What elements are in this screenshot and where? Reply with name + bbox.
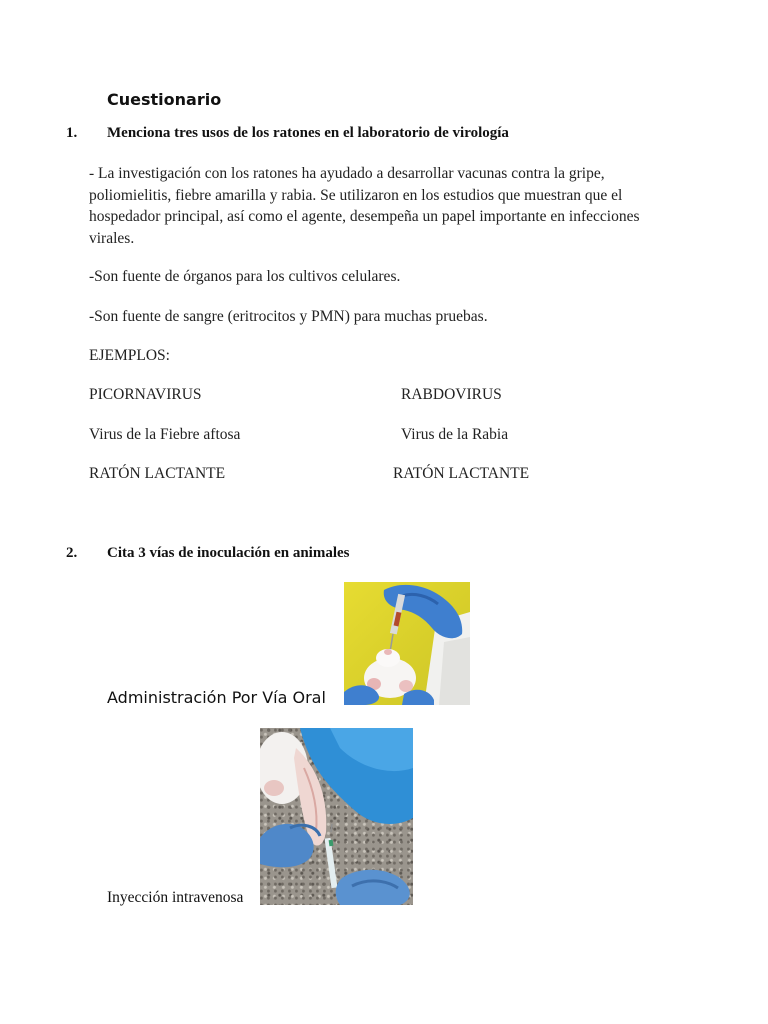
question-2-number: 2. xyxy=(66,545,78,561)
question-1-number: 1. xyxy=(66,125,78,141)
question-1-text: Menciona tres usos de los ratones en el laboratorio de virología xyxy=(107,125,509,141)
example-2-disease: Virus de la Rabia xyxy=(401,426,509,443)
question-2-text: Cita 3 vías de inoculación en animales xyxy=(107,545,350,561)
intravenous-injection-illustration xyxy=(260,728,413,905)
example-1-disease: Virus de la Fiebre aftosa xyxy=(89,426,241,443)
example-2-host: RATÓN LACTANTE xyxy=(393,465,530,482)
examples-label: EJEMPLOS: xyxy=(89,347,170,364)
answer-1-paragraph: - La investigación con los ratones ha ayudado a desarrollar vacunas contra la gripe, poliomielitis, fiebre amarilla y rabia. Se utilizaron en los estudios que muestran que el hospedador principal, así como el agente, desempeña un papel importante en infecciones virales. xyxy=(89,165,640,247)
answer-1-organ-line: -Son fuente de órganos para los cultivos celulares. xyxy=(89,268,401,285)
answer-1-blood-line: -Son fuente de sangre (eritrocitos y PMN) para muchas pruebas. xyxy=(89,308,488,325)
oral-administration-photo xyxy=(344,582,470,705)
example-2-virus: RABDOVIRUS xyxy=(401,386,502,403)
oral-caption: Administración Por Vía Oral xyxy=(107,688,326,707)
iv-caption: Inyección intravenosa xyxy=(107,889,244,906)
intravenous-injection-photo xyxy=(260,728,413,905)
example-1-host: RATÓN LACTANTE xyxy=(89,465,226,482)
page-title: Cuestionario xyxy=(107,90,222,109)
oral-administration-illustration xyxy=(344,582,470,705)
example-1-virus: PICORNAVIRUS xyxy=(89,386,202,403)
